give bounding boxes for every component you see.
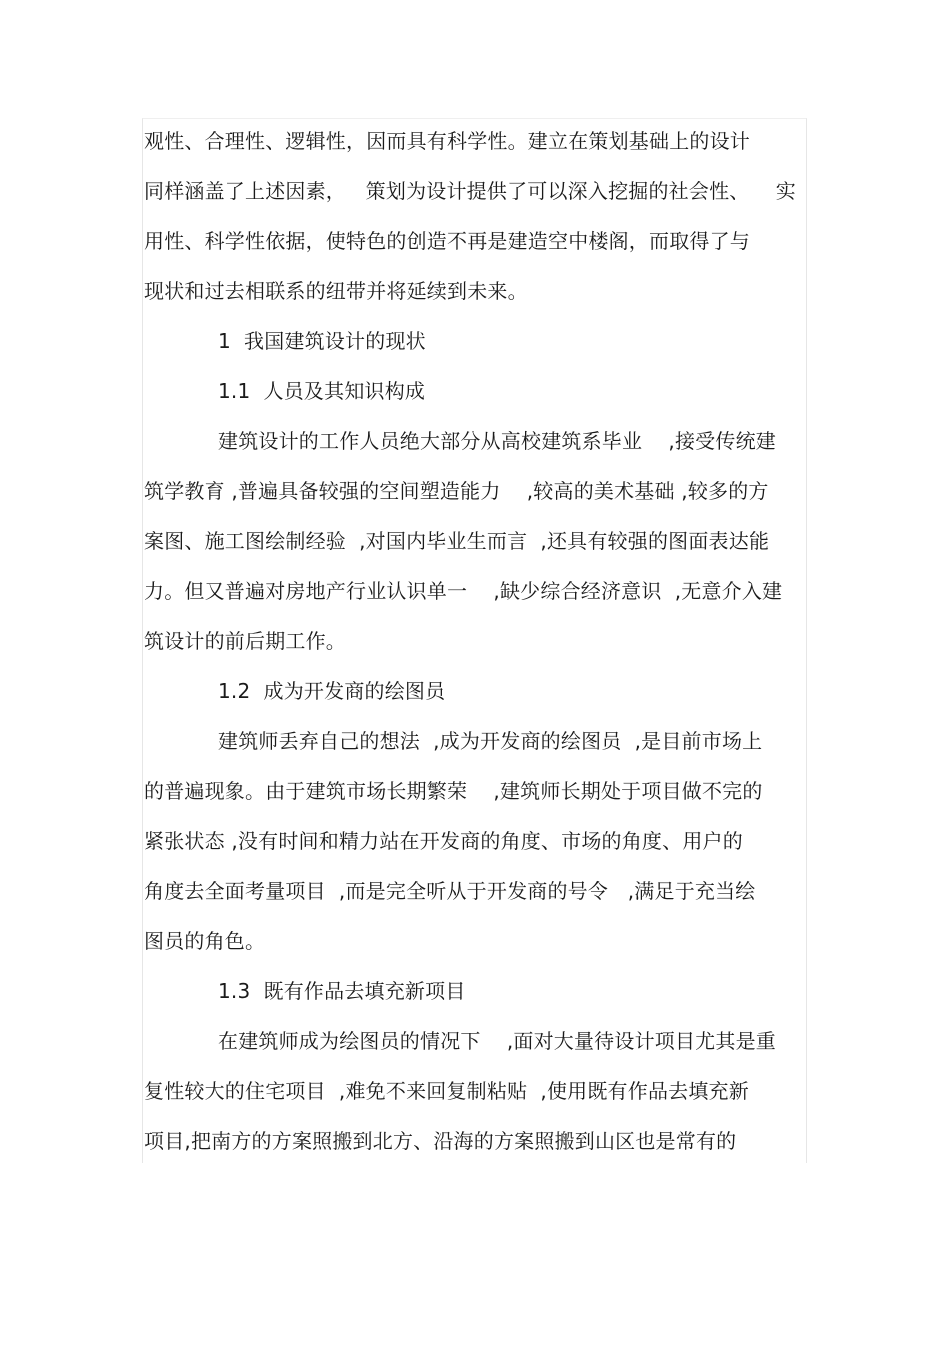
subsection-heading: 1.1 人员及其知识构成 (218, 379, 426, 403)
paragraph-line: 同样涵盖了上述因素， 策划为设计提供了可以深入挖掘的社会性、 实 (144, 179, 796, 203)
subsection-heading: 1.3 既有作品去填充新项目 (218, 979, 466, 1003)
paragraph-line: 筑学教育 ,普遍具备较强的空间塑造能力 ,较高的美术基础 ,较多的方 (144, 479, 769, 503)
paragraph-line: 复性较大的住宅项目 ,难免不来回复制粘贴 ,使用既有作品去填充新 (144, 1079, 749, 1103)
section-heading: 1 我国建筑设计的现状 (218, 329, 426, 353)
paragraph-line: 图员的角色。 (144, 929, 266, 953)
paragraph-line: 案图、施工图绘制经验 ,对国内毕业生而言 ,还具有较强的图面表达能 (144, 529, 770, 553)
paragraph-line: 筑设计的前后期工作。 (144, 629, 346, 653)
paragraph-line: 的普遍现象。由于建筑市场长期繁荣 ,建筑师长期处于项目做不完的 (144, 779, 763, 803)
paragraph-line: 用性、科学性依据，使特色的创造不再是建造空中楼阁，而取得了与 (144, 229, 750, 253)
paragraph-line: 在建筑师成为绘图员的情况下 ,面对大量待设计项目尤其是重 (218, 1029, 776, 1053)
paragraph-line: 项目,把南方的方案照搬到北方、沿海的方案照搬到山区也是常有的 (144, 1129, 737, 1153)
subsection-heading: 1.2 成为开发商的绘图员 (218, 679, 446, 703)
paragraph-line: 紧张状态 ,没有时间和精力站在开发商的角度、市场的角度、用户的 (144, 829, 743, 853)
paragraph-line: 现状和过去相联系的纽带并将延续到未来。 (144, 279, 528, 303)
paragraph-line: 观性、合理性、逻辑性，因而具有科学性。建立在策划基础上的设计 (144, 129, 750, 153)
paragraph-line: 建筑师丢弃自己的想法 ,成为开发商的绘图员 ,是目前市场上 (218, 729, 763, 753)
paragraph-line: 角度去全面考量项目 ,而是完全听从于开发商的号令 ,满足于充当绘 (144, 879, 756, 903)
paragraph-line: 建筑设计的工作人员绝大部分从高校建筑系毕业 ,接受传统建 (218, 429, 776, 453)
paragraph-line: 力。但又普遍对房地产行业认识单一 ,缺少综合经济意识 ,无意介入建 (144, 579, 783, 603)
